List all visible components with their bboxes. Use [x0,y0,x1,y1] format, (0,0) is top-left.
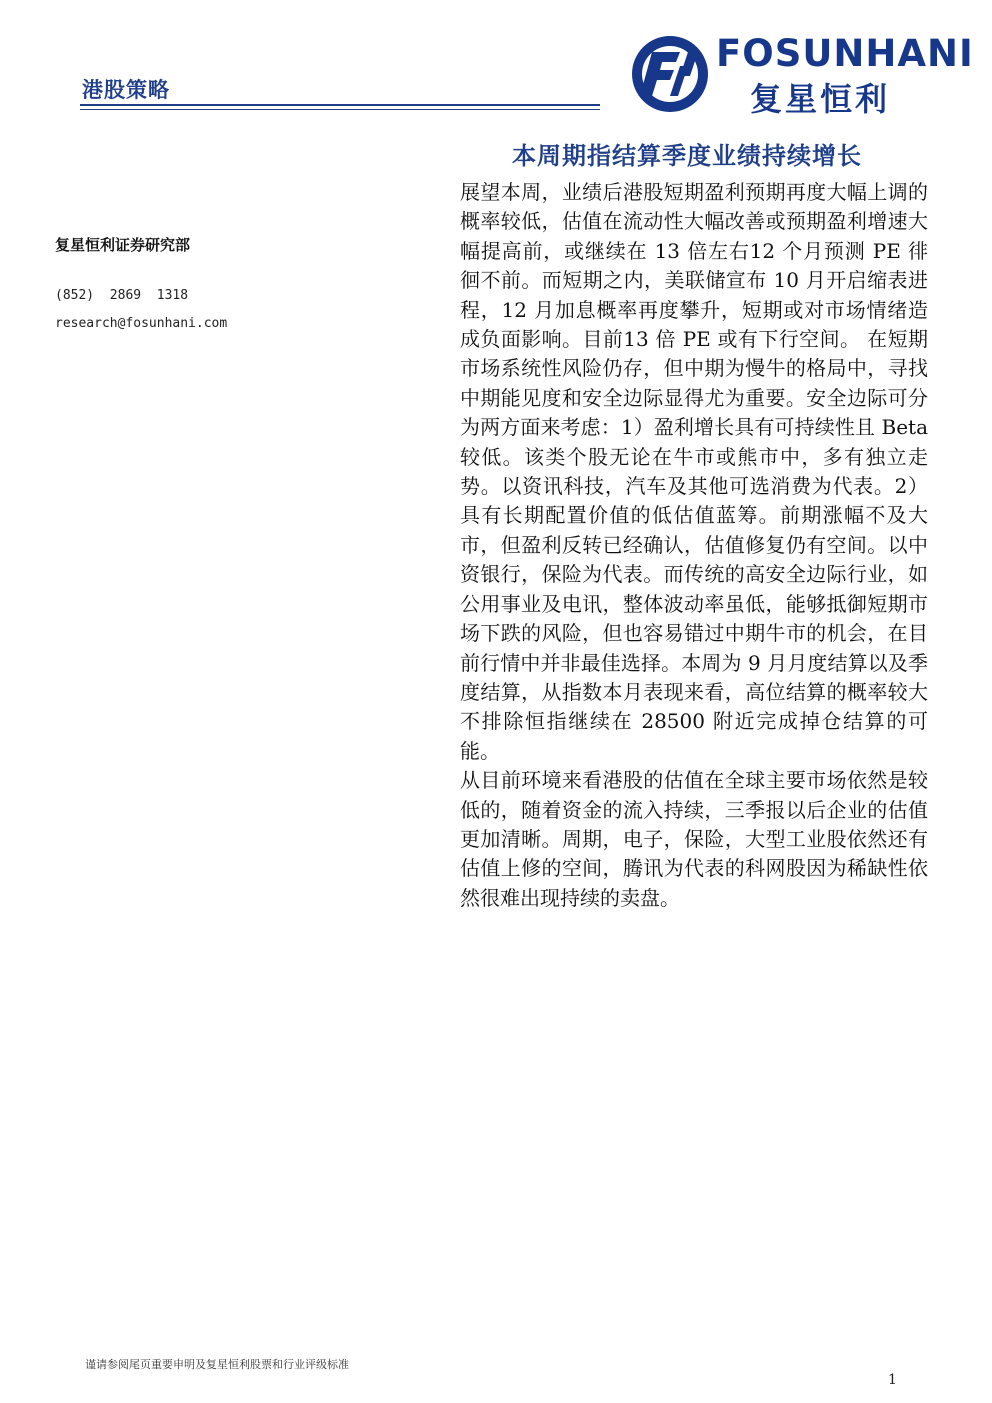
fosunhani-emblem-icon [628,32,712,116]
footer-disclaimer: 谨请参阅尾页重要申明及复星恒利股票和行业评级标准 [85,1358,349,1371]
body-paragraph-2: 从目前环境来看港股的估值在全球主要市场依然是较低的，随着资金的流入持续，三季报以后企业的估值更加清晰。周期，电子，保险，大型工业股依然还有估值上修的空间，腾讯为代表的科网股因为稀缺性依然很难出现持续的卖盘。 [460,768,928,910]
contact-email[interactable]: research@fosunhani.com [55,316,228,331]
header-rule-thin [80,109,600,110]
report-title: 本周期指结算季度业绩持续增长 [512,141,862,170]
research-department: 复星恒利证券研究部 [55,236,191,254]
header-rule [80,104,600,106]
section-label: 港股策略 [82,77,170,102]
body-paragraph-1: 展望本周，业绩后港股短期盈利预期再度大幅上调的概率较低，估值在流动性大幅改善或预期盈利增速大幅提高前，或继续在 13 倍左右12 个月预测 PE 徘徊不前。而短期之内，美联储宣布 10 月开启缩表进程，12 月加息概率再度攀升，短期或对市场情绪造成负面影响。目前13 倍 PE 或有下行空间。 在短期市场系统性风险仍存，但中期为慢牛的格局中，寻找中期能见度和安全边际显得尤为重要。安全边际可分为两方面来考虑：1）盈利增长具有可持续性且 Beta 较低。该类个股无论在牛市或熊市中，多有独立走势。以资讯科技，汽车及其他可选消费为代表。2）具有长期配置价值的低估值蓝筹。前期涨幅不及大市，但盈利反转已经确认，估值修复仍有空间。以中资银行，保险为代表。而传统的高安全边际行业，如公用事业及电讯，整体波动率虽低，能够抵御短期市场下跌的风险，但也容易错过中期牛市的机会，在目前行情中并非最佳选择。本周为 9 月月度结算以及季度结算，从指数本月表现来看，高位结算的概率较大不排除恒指继续在 28500 附近完成掉仓结算的可能。 [460,180,928,763]
logo-text-en: FOSUNHANI [716,32,974,75]
contact-phone: (852) 2869 1318 [55,288,189,303]
report-body [460,178,928,913]
page-number: 1 [888,1372,897,1388]
fosunhani-logo [628,28,974,118]
logo-text-cn: 复星恒利 [750,80,891,118]
